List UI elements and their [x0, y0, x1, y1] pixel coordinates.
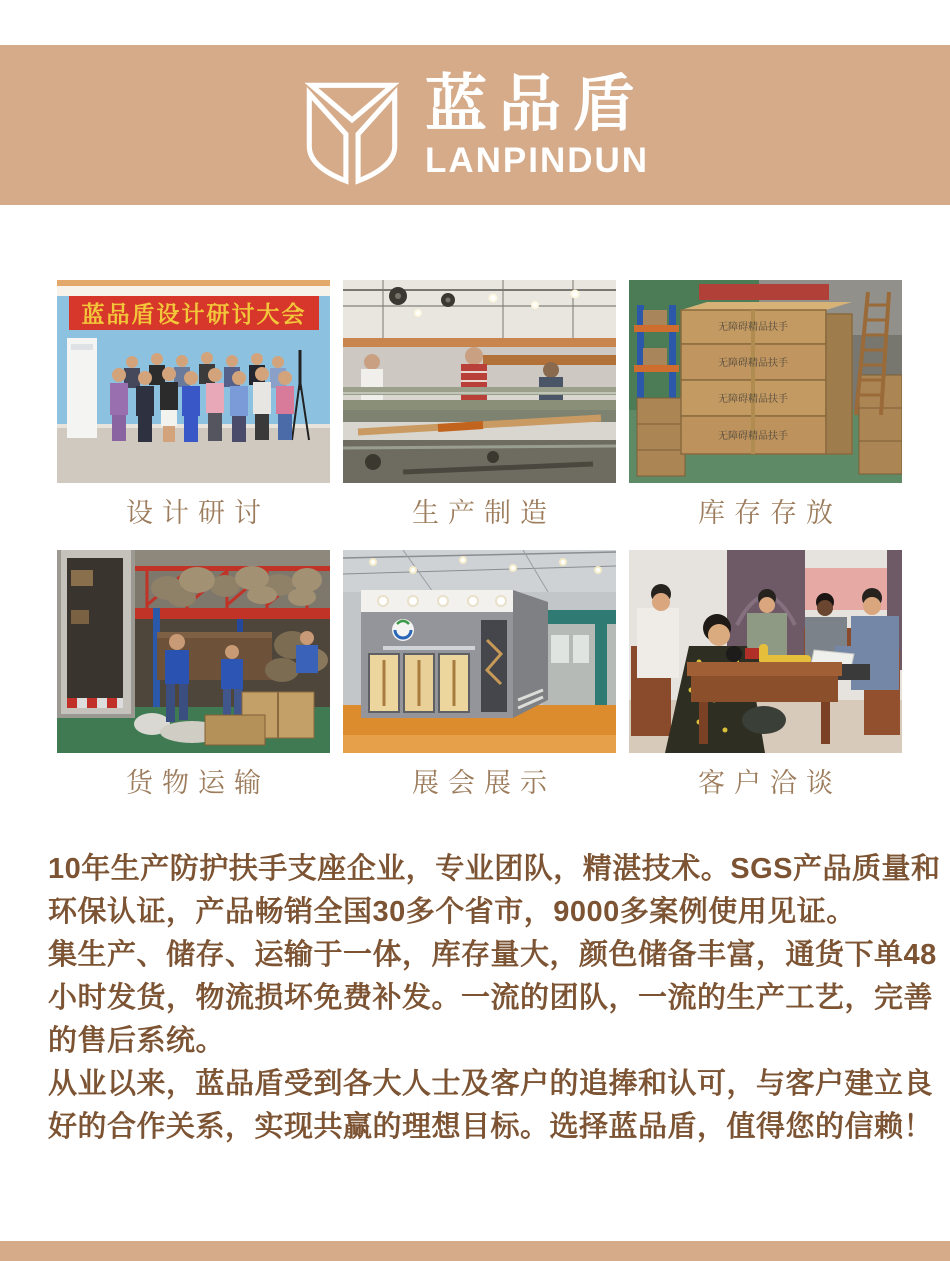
exhibition-image	[343, 550, 616, 753]
warehouse-image	[629, 280, 902, 483]
photo-design-seminar	[57, 280, 330, 550]
intro-line: 10年生产防护扶手支座企业，专业团队，精湛技术。SGS产品质量和	[48, 853, 941, 885]
caption-design-seminar: 设计研讨	[126, 498, 270, 528]
caption-production: 生产制造	[412, 498, 556, 528]
footer-banner	[0, 1241, 950, 1261]
design-seminar-image	[57, 280, 330, 483]
photo-warehouse	[629, 280, 902, 550]
photo-exhibition	[343, 550, 616, 820]
photo-production	[343, 280, 616, 550]
caption-logistics: 货物运输	[126, 768, 270, 798]
logo-name-chinese: 蓝品盾	[424, 70, 647, 140]
brand-logo	[301, 65, 649, 185]
intro-line: 环保认证，产品畅销全国30多个省市，9000多案例使用见证。	[48, 896, 856, 928]
logo-name-latin: LANPINDUN	[424, 140, 650, 180]
production-image	[343, 280, 616, 483]
box-label-text: 无障碍精品扶手	[718, 394, 788, 405]
intro-line: 集生产、储存、运输于一体，库存量大，颜色储备丰富，通货下单48	[48, 939, 937, 971]
box-label-text: 无障碍精品扶手	[718, 322, 788, 333]
shield-logo-icon	[301, 65, 403, 185]
box-label-text: 无障碍精品扶手	[718, 358, 788, 369]
client-meeting-image	[629, 550, 902, 753]
photo-gallery	[57, 280, 902, 820]
logo-text	[424, 70, 650, 180]
caption-client-meeting: 客户洽谈	[698, 768, 842, 798]
intro-line: 从业以来，蓝品盾受到各大人士及客户的追捧和认可，与客户建立良	[48, 1068, 934, 1100]
caption-exhibition: 展会展示	[412, 768, 556, 798]
box-label-text: 无障碍精品扶手	[718, 431, 788, 442]
intro-line: 的售后系统。	[48, 1025, 226, 1057]
intro-line: 小时发货，物流损坏免费补发。一流的团队，一流的生产工艺，完善	[48, 982, 934, 1014]
photo-client-meeting	[629, 550, 902, 820]
caption-warehouse: 库存存放	[698, 498, 842, 528]
logistics-image	[57, 550, 330, 753]
company-intro-text	[48, 848, 941, 1149]
seminar-banner-text: 蓝品盾设计研讨大会	[81, 301, 307, 327]
header-banner	[0, 45, 950, 205]
photo-logistics	[57, 550, 330, 820]
intro-line: 好的合作关系，实现共赢的理想目标。选择蓝品盾，值得您的信赖！	[48, 1111, 934, 1143]
